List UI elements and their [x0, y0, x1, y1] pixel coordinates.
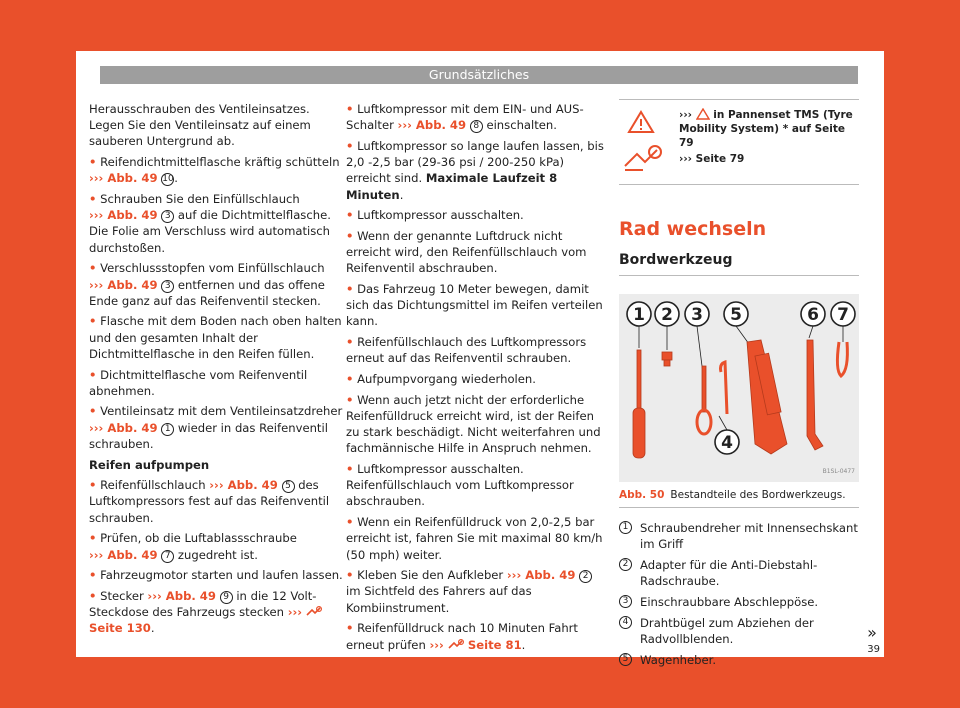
- figure-link[interactable]: ››› Abb. 49: [89, 420, 158, 435]
- tool-reference[interactable]: ››› Seite 79: [679, 153, 745, 165]
- callout-label: 3: [691, 305, 703, 325]
- legend-item: 1 Schraubendreher mit Innensechskant im Griff: [619, 520, 859, 552]
- list-item: • Schrauben Sie den Einfüllschlauch ››› Abb. 49 3 auf die Dichtmittelflasche. Die Folie am Verschluss wird automatisch durchstoßen.: [89, 192, 331, 255]
- figure-link[interactable]: ››› Abb. 49: [89, 547, 158, 562]
- callout-label: 1: [633, 305, 645, 325]
- list-item: • Kleben Sie den Aufkleber ››› Abb. 49 2 im Sichtfeld des Fahrers auf das Kombiinstrument.: [346, 567, 604, 616]
- warning-triangle-icon: [627, 110, 655, 134]
- subheading: Reifen aufpumpen: [89, 457, 210, 472]
- callout-number: 3: [161, 280, 174, 293]
- legend-item: 5 Wagenheber.: [619, 652, 859, 668]
- list-item: • Dichtmittelflasche vom Reifenventil abnehmen.: [89, 367, 308, 398]
- list-item: • Luftkompressor so lange laufen lassen, bis 2,0 -2,5 bar (29-36 psi / 200-250 kPa) erreicht sind. Maximale Laufzeit 8 Minuten.: [346, 138, 604, 202]
- list-item: • Wenn der genannte Luftdruck nicht erreicht wird, den Reifenfüllschlauch vom Reifenventil abschrauben.: [346, 228, 587, 276]
- legend-list: [619, 520, 859, 668]
- figure-link[interactable]: ››› Abb. 49: [89, 208, 158, 223]
- warning-reference[interactable]: ››› in Pannenset TMS (Tyre Mobility System) * auf Seite 79: [679, 109, 853, 149]
- callout-label: 4: [721, 433, 733, 453]
- list-item: • Luftkompressor ausschalten. Reifenfüllschlauch vom Luftkompressor abschrauben.: [346, 462, 574, 509]
- subsection-title: Bordwerkzeug: [619, 251, 859, 276]
- column-2: [346, 101, 604, 657]
- callout-number: 2: [619, 558, 632, 571]
- callout-label: 5: [730, 305, 742, 325]
- list-item: • Ventileinsatz mit dem Ventileinsatzdreher ››› Abb. 49 1 wieder in das Reifenventil schrauben.: [89, 404, 343, 451]
- list-item: • Reifenfüllschlauch des Luftkompressors erneut auf das Reifenventil schrauben.: [346, 335, 587, 366]
- section-title: Rad wechseln: [619, 218, 767, 240]
- callout-label: 7: [837, 305, 849, 325]
- warning-box: [619, 99, 859, 185]
- figure-link[interactable]: ››› Abb. 49: [506, 568, 576, 583]
- callout-number: 10: [162, 174, 174, 185]
- list-item: • Prüfen, ob die Luftablassschraube ››› Abb. 49 7 zugedreht ist.: [89, 531, 297, 562]
- warning-triangle-icon: [696, 108, 710, 120]
- callout-number: 1: [619, 521, 632, 534]
- list-item: • Reifenfüllschlauch ››› Abb. 49 5 des Luftkompressors fest auf das Reifenventil schrauben.: [89, 478, 330, 525]
- page-link[interactable]: ››› Seite 130: [89, 605, 322, 635]
- callout-label: 6: [807, 305, 819, 325]
- figure-link[interactable]: ››› Abb. 49: [147, 588, 216, 603]
- callout-number: 1: [161, 423, 174, 436]
- list-item: • Verschlussstopfen vom Einfüllschlauch ››› Abb. 49 3 entfernen und das offene Ende ganz auf das Reifenventil stecken.: [89, 261, 325, 308]
- list-item: • Luftkompressor mit dem EIN- und AUS-Schalter ››› Abb. 49 8 einschalten.: [346, 102, 584, 133]
- figure-caption: Abb. 50 Bestandteile des Bordwerkzeugs.: [619, 488, 859, 508]
- figure-link[interactable]: ››› Abb. 49: [89, 277, 158, 292]
- callout-label: 2: [661, 305, 673, 325]
- callout-number: 2: [579, 570, 592, 583]
- toolkit-illustration: [619, 294, 859, 482]
- list-item: • Stecker ››› Abb. 49 9 in die 12 Volt-Steckdose des Fahrzeugs stecken ››› Seite 130.: [89, 588, 344, 637]
- figure-link[interactable]: ››› Abb. 49: [89, 171, 158, 186]
- column-1: [89, 101, 344, 641]
- figure-link[interactable]: ››› Abb. 49: [209, 478, 278, 493]
- toolkit-figure: [619, 294, 859, 482]
- toolkit-icon: [448, 639, 464, 651]
- figure-link[interactable]: ››› Abb. 49: [397, 118, 467, 133]
- page-number: 39: [867, 644, 880, 655]
- list-item: • Fahrzeugmotor starten und laufen lassen.: [89, 568, 343, 583]
- callout-number: 5: [619, 653, 632, 666]
- toolkit-icon: [306, 606, 322, 618]
- list-item: • Wenn auch jetzt nicht der erforderliche Reifenfülldruck erreicht wird, ist der Reifen zu stark beschädigt. Nicht weiterfahren und fachmännische Hilfe in Anspruch nehmen.: [346, 392, 601, 456]
- column-3: [619, 99, 859, 673]
- callout-number: 3: [161, 210, 174, 223]
- callout-number: 4: [619, 616, 632, 629]
- callout-number: 3: [619, 595, 632, 608]
- chapter-header: Grundsätzliches: [100, 66, 858, 84]
- list-item: • Reifendichtmittelflasche kräftig schütteln ››› Abb. 49 10.: [89, 155, 340, 186]
- list-item: • Luftkompressor ausschalten.: [346, 208, 524, 223]
- list-item: • Das Fahrzeug 10 Meter bewegen, damit sich das Dichtungsmittel im Reifen verteilen kann.: [346, 282, 603, 329]
- toolkit-icon: [623, 144, 663, 172]
- manual-page: [76, 51, 884, 667]
- legend-item: 3 Einschraubbare Abschleppöse.: [619, 594, 859, 610]
- list-item: • Reifenfülldruck nach 10 Minuten Fahrt erneut prüfen ››› Seite 81.: [346, 621, 578, 652]
- callout-number: 7: [161, 550, 174, 563]
- callout-number: 8: [470, 120, 483, 133]
- list-item: • Wenn ein Reifenfülldruck von 2,0-2,5 bar erreicht ist, fahren Sie mit maximal 80 km/h (50 mph) weiter.: [346, 515, 603, 562]
- legend-item: 2 Adapter für die Anti-Diebstahl-Radschraube.: [619, 557, 859, 589]
- figure-code: B1SL-0477: [822, 467, 855, 475]
- list-item: • Flasche mit dem Boden nach oben halten und den gesamten Inhalt der Dichtmittelflasche in den Reifen füllen.: [89, 314, 342, 361]
- list-item: • Aufpumpvorgang wiederholen.: [346, 372, 536, 387]
- page-link[interactable]: ››› Seite 81: [429, 637, 522, 652]
- continue-marker: »: [867, 623, 877, 642]
- callout-number: 9: [220, 591, 233, 604]
- legend-item: 4 Drahtbügel zum Abziehen der Radvollblenden.: [619, 615, 859, 647]
- callout-number: 5: [282, 480, 295, 493]
- intro-paragraph: Herausschrauben des Ventileinsatzes. Legen Sie den Ventileinsatz auf einem sauberen Untergrund ab.: [89, 102, 311, 149]
